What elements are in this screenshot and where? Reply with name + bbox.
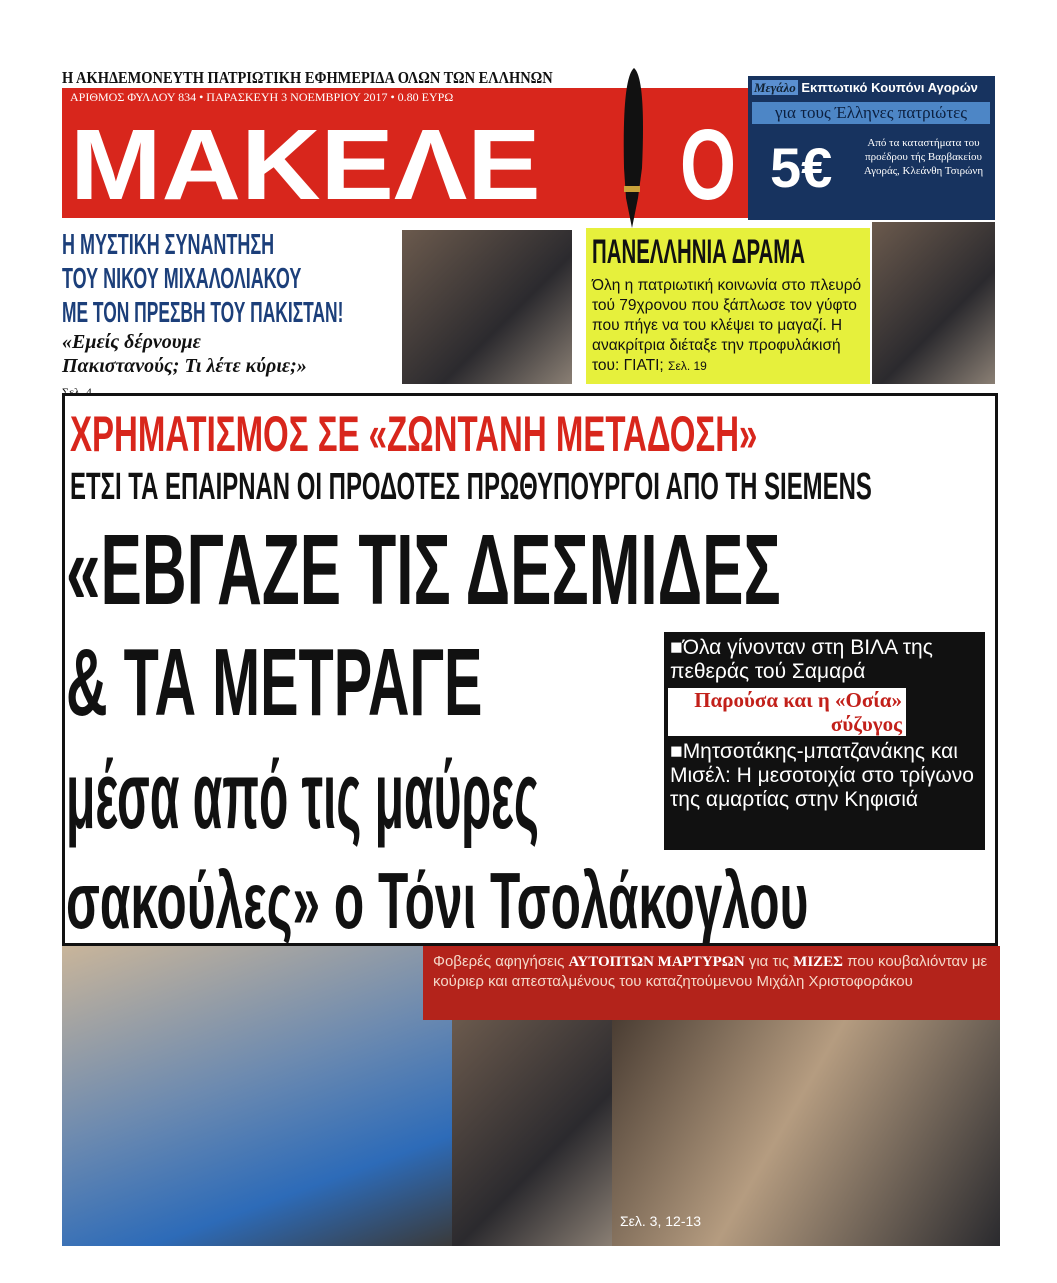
- lead-subhead: ΕΤΣΙ ΤΑ ΕΠΑΙΡΝΑΝ ΟΙ ΠΡΟΔΟΤΕΣ ΠΡΩΘΥΠΟΥΡΓΟΙ ΑΠΟ ΤΗ SIEMENS: [70, 466, 872, 508]
- highlight-spouse: Παρούσα και η «Οσία» σύζυγος: [668, 688, 906, 736]
- logo-text-end: Ο: [680, 109, 737, 221]
- story-headline-line: Η ΜΥΣΤΙΚΗ ΣΥΝΑΝΤΗΣΗ: [62, 229, 275, 261]
- lead-headline-line4: σακούλες» ο Τόνι Τσολάκογλου: [66, 856, 809, 945]
- coupon-title: Εκπτωτικό Κουπόνι Αγορών: [801, 80, 978, 95]
- lead-sidebar: ■Όλα γίνονταν στη ΒΙΛΑ της πεθεράς τού Σαμαρά Παρούσα και η «Οσία» σύζυγος ■Μητσοτάκης-μπατζανάκης και Μισέλ: Η μεσοτοιχία στο τρίγωνο της αμαρτίας στην Κηφισιά: [664, 632, 985, 850]
- coupon-tag: Μεγάλο: [754, 80, 796, 95]
- bullet-villa: Όλα γίνονταν στη ΒΙΛΑ της πεθεράς τού Σαμαρά: [670, 636, 933, 683]
- story-body: Όλη η πατριωτική κοινωνία στο πλευρό τού 79χρονου που ξάπλωσε τον γύφτο που πήγε να του κλέψει το μαγαζί. Η ανακρίτρια διέταξε την προφυλάκισή του: ΓΙΑΤΙ;: [592, 277, 862, 374]
- lead-kicker: ΧΡΗΜΑΤΙΣΜΟΣ ΣΕ «ΖΩΝΤΑΝΗ ΜΕΤΑΔΟΣΗ»: [70, 406, 758, 462]
- lead-headline-line2: & ΤΑ ΜΕΤΡΑΓΕ: [66, 629, 483, 736]
- coupon-amount: 5€: [770, 136, 833, 199]
- photo-meeting: [402, 230, 572, 384]
- issue-info: ΑΡΙΘΜΟΣ ΦΥΛΛΟΥ 834 • ΠΑΡΑΣΚΕΥΗ 3 ΝΟΕΜΒΡΙΟΥ 2017 • 0.80 ΕΥΡΩ: [70, 90, 454, 104]
- caption-text: Φοβερές αφηγήσεις: [433, 953, 565, 970]
- logo-text: ΜΑΚΕΛΕ: [70, 109, 541, 221]
- fountain-pen-icon: [612, 68, 652, 230]
- coupon-text: Από τα καταστήματα του προέδρου τής Βαρβακείου Αγοράς, Κλεάνθη Τσιρώνη: [863, 137, 984, 177]
- page-ref: Σελ. 4: [62, 385, 92, 399]
- story-meeting: [62, 228, 397, 404]
- photo-caption: [423, 946, 1000, 1020]
- coupon-subtitle: για τους Έλληνες πατριώτες: [752, 102, 990, 124]
- story-headline-line: ΜΕ ΤΟΝ ΠΡΕΣΒΗ ΤΟΥ ΠΑΚΙΣΤΑΝ!: [62, 297, 344, 329]
- photo-elderly-man: [872, 222, 995, 384]
- story-drama: [586, 228, 870, 384]
- caption-text: που κουβαλιόνταν με κούριερ και απεσταλμένους του καταζητούμενου Μιχάλη Χριστοφοράκου: [433, 953, 988, 990]
- story-title: ΠΑΝΕΛΛΗΝΙΑ ΔΡΑΜΑ: [592, 233, 806, 271]
- page-ref: Σελ. 3, 12-13: [620, 1213, 702, 1229]
- lead-headline-line3: μέσα από τις μαύρες: [66, 742, 539, 849]
- coupon-box: [748, 76, 995, 220]
- bullet-mitsotakis: Μητσοτάκης-μπατζανάκης και Μισέλ: Η μεσοτοιχία στο τρίγωνο της αμαρτίας στην Κηφισιά: [670, 740, 974, 811]
- caption-bold: ΑΥΤΟΠΤΩΝ ΜΑΡΤΥΡΩΝ: [568, 954, 745, 970]
- caption-text: για τις: [748, 953, 789, 970]
- photo-women: [62, 946, 452, 1246]
- story-headline-line: ΤΟΥ ΝΙΚΟΥ ΜΙΧΑΛΟΛΙΑΚΟΥ: [62, 263, 302, 295]
- caption-bold: ΜΙΖΕΣ: [793, 954, 843, 970]
- story-quote: «Εμείς δέρνουμε Πακιστανούς; Τι λέτε κύριε;»: [62, 331, 307, 377]
- lead-headline-line1: «ΕΒΓΑΖΕ ΤΙΣ ΔΕΣΜΙΔΕΣ: [66, 514, 781, 626]
- photo-man-suit: [452, 1020, 612, 1246]
- page-ref: Σελ. 19: [668, 359, 707, 373]
- tagline: Η ΑΚΗΔΕΜΟΝΕΥΤΗ ΠΑΤΡΙΩΤΙΚΗ ΕΦΗΜΕΡΙΔΑ ΟΛΩΝ ΤΩΝ ΕΛΛΗΝΩΝ: [62, 68, 553, 87]
